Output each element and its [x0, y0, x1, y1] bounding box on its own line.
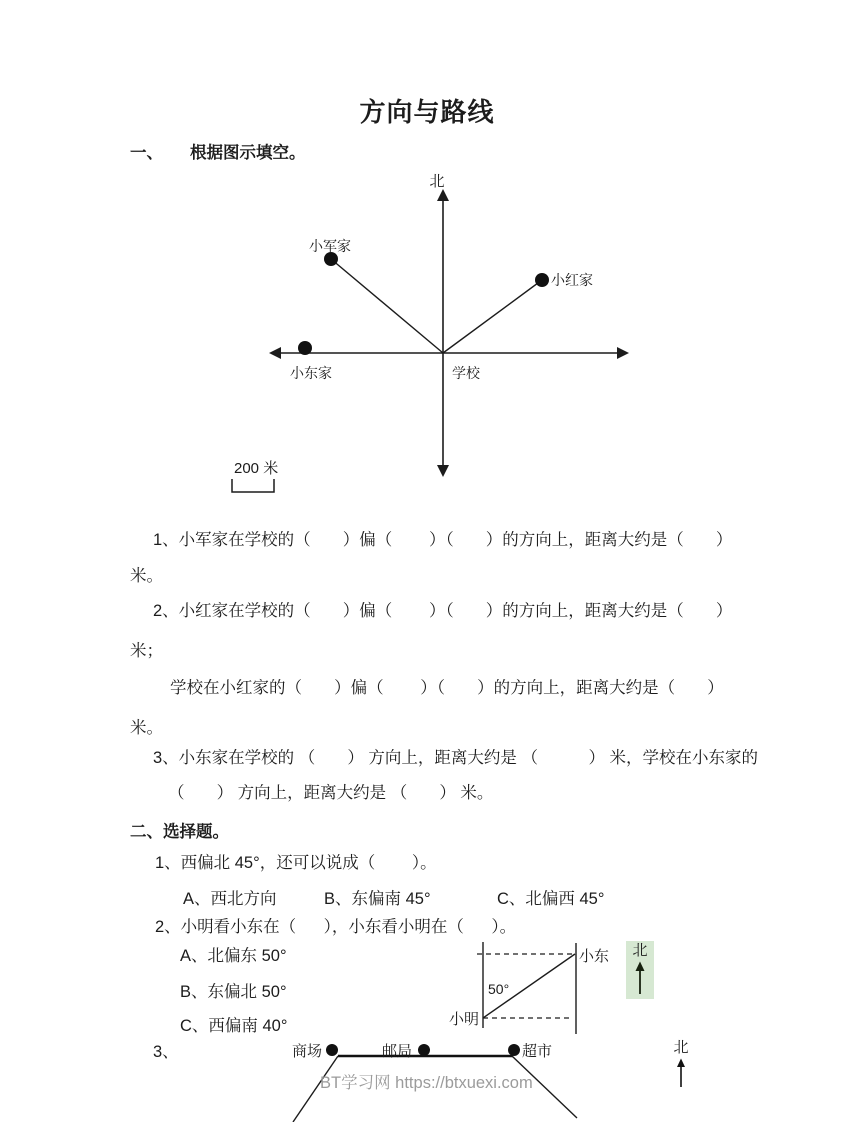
- supermarket-label: 超市: [522, 1043, 553, 1060]
- watermark-text: BT学习网 https://btxuexi.com: [320, 1074, 533, 1092]
- choice-q1-option-b: B、东偏南 45°: [324, 890, 431, 908]
- question-2-cont: 米；: [130, 642, 163, 660]
- scale-label: 200 米: [234, 460, 279, 477]
- page-title: 方向与路线: [359, 97, 495, 127]
- choice-q2-option-b: B、东偏北 50°: [180, 983, 287, 1001]
- east-arrow-icon: [617, 347, 629, 359]
- question-2b-cont: 米。: [130, 719, 163, 737]
- question-1: 1、小军家在学校的（ ）偏（ ）（ ）的方向上，距离大约是（ ）: [153, 531, 733, 549]
- question-1-cont: 米。: [130, 567, 163, 585]
- xiaodong-label: 小东: [579, 948, 610, 965]
- section1-heading: 根据图示填空。: [190, 144, 306, 162]
- point-xiaodong-home: [298, 341, 312, 355]
- question-3: 3、小东家在学校的 （ ） 方向上，距离大约是 （ ） 米，学校在小东家的: [153, 749, 759, 767]
- choice-q2-option-c: C、西偏南 40°: [180, 1017, 288, 1035]
- xiaoming-label: 小明: [448, 1011, 479, 1028]
- choice-question-1: 1、西偏北 45°，还可以说成（ ）。: [155, 854, 437, 872]
- direction-diagram: [225, 165, 635, 505]
- question-2: 2、小红家在学校的（ ）偏（ ）（ ）的方向上，距离大约是（ ）: [153, 602, 733, 620]
- north-box-label: 北: [632, 942, 648, 959]
- point-mall: [326, 1044, 338, 1056]
- north-arrow-icon: [437, 189, 449, 201]
- question-2b: 学校在小红家的（ ）偏（ ）（ ）的方向上，距离大约是（ ）: [170, 679, 724, 697]
- scale-bracket: [231, 478, 277, 494]
- section2-number: 二、: [130, 823, 163, 841]
- xiaohong-home-label: 小红家: [551, 272, 593, 288]
- north-marker-label: 北: [673, 1039, 689, 1056]
- north-compass-box: [626, 941, 654, 999]
- section2-heading: 选择题。: [163, 823, 229, 841]
- xiaojun-home-label: 小军家: [309, 238, 351, 254]
- north-marker: [668, 1040, 694, 1092]
- point-supermarket: [508, 1044, 520, 1056]
- choice-q1-option-a: A、西北方向: [183, 890, 277, 908]
- section1-number: 一、: [130, 144, 163, 162]
- choice-q2-option-a: A、北偏东 50°: [180, 947, 287, 965]
- angle-label: 50°: [488, 981, 510, 997]
- west-arrow-icon: [269, 347, 281, 359]
- north-arrow-icon: [634, 960, 646, 996]
- choice-question-3-number: 3、: [153, 1043, 179, 1061]
- point-xiaohong-home: [535, 273, 549, 287]
- post-office-label: 邮局: [382, 1043, 413, 1060]
- ray-to-xiaohong-home: [443, 280, 542, 353]
- choice-question-2: 2、小明看小东在（ ），小东看小明在（ ）。: [155, 918, 517, 936]
- mall-label: 商场: [292, 1043, 323, 1060]
- point-post-office: [418, 1044, 430, 1056]
- ray-to-xiaojun-home: [331, 259, 443, 353]
- point-xiaojun-home: [324, 252, 338, 266]
- south-arrow-icon: [437, 465, 449, 477]
- north-label: 北: [429, 173, 445, 190]
- choice-q1-option-c: C、北偏西 45°: [497, 890, 605, 908]
- section2-heading-row: [130, 818, 229, 842]
- school-label: 学校: [452, 365, 480, 381]
- question-3-cont: （ ） 方向上，距离大约是 （ ） 米。: [168, 784, 494, 802]
- xiaodong-home-label: 小东家: [290, 365, 332, 381]
- north-arrow-icon: [674, 1057, 688, 1089]
